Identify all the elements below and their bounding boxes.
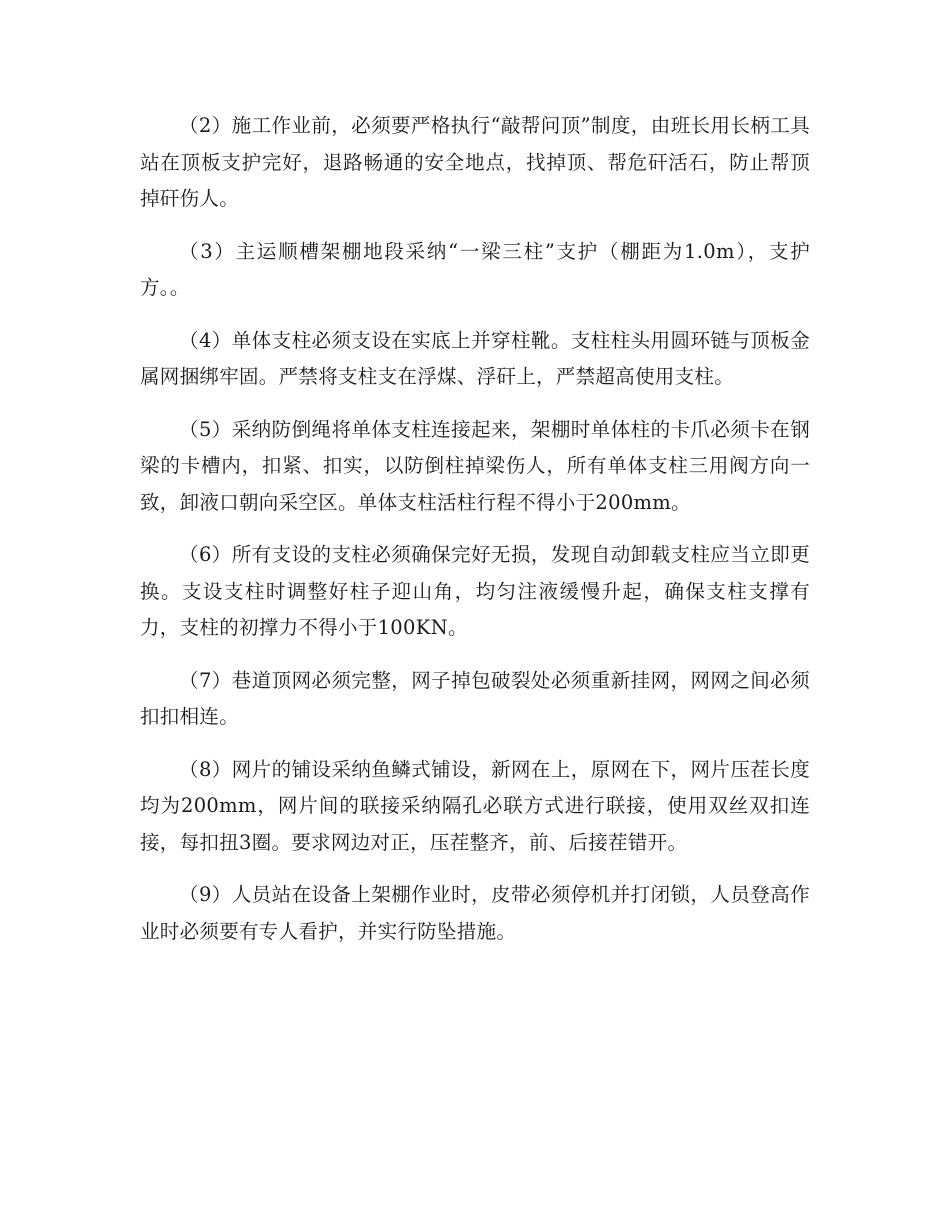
paragraph-item-2: （2）施工作业前，必须要严格执行“敲帮问顶”制度，由班长用长柄工具站在顶板支护完好，退路畅通的安全地点，找掉顶、帮危矸活石，防止帮顶掉矸伤人。 [140,114,810,210]
paragraph-item-9: （9）人员站在设备上架棚作业时，皮带必须停机并打闭锁，人员登高作业时必须要有专人看护，并实行防坠措施。 [140,883,810,943]
paragraph-item-3: （3）主运顺槽架棚地段采纳“一梁三柱”支护（棚距为1.0m），支护方。。 [140,239,810,299]
paragraph-item-5: （5）采纳防倒绳将单体支柱连接起来，架棚时单体柱的卡爪必须卡在钢梁的卡槽内，扣紧、扣实，以防倒柱掉梁伤人，所有单体支柱三用阀方向一致，卸液口朝向采空区。单体支柱活柱行程不得小于200mm。 [140,417,810,514]
paragraph-item-4: （4）单体支柱必须支设在实底上并穿柱靴。支柱柱头用圆环链与顶板金属网捆绑牢固。严禁将支柱支在浮煤、浮矸上，严禁超高使用支柱。 [140,328,810,388]
paragraph-item-8: （8）网片的铺设采纳鱼鳞式铺设，新网在上，原网在下，网片压茬长度均为200mm，网片间的联接采纳隔孔必联方式进行联接，使用双丝双扣连接，每扣扭3圈。要求网边对正，压茬整齐，前、后接茬错开。 [140,757,810,854]
paragraph-item-6: （6）所有支设的支柱必须确保完好无损，发现自动卸载支柱应当立即更换。支设支柱时调整好柱子迎山角，均匀注液缓慢升起，确保支柱支撑有力，支柱的初撑力不得小于100KN。 [140,543,810,639]
paragraph-item-7: （7）巷道顶网必须完整，网子掉包破裂处必须重新挂网，网网之间必须扣扣相连。 [140,668,810,728]
